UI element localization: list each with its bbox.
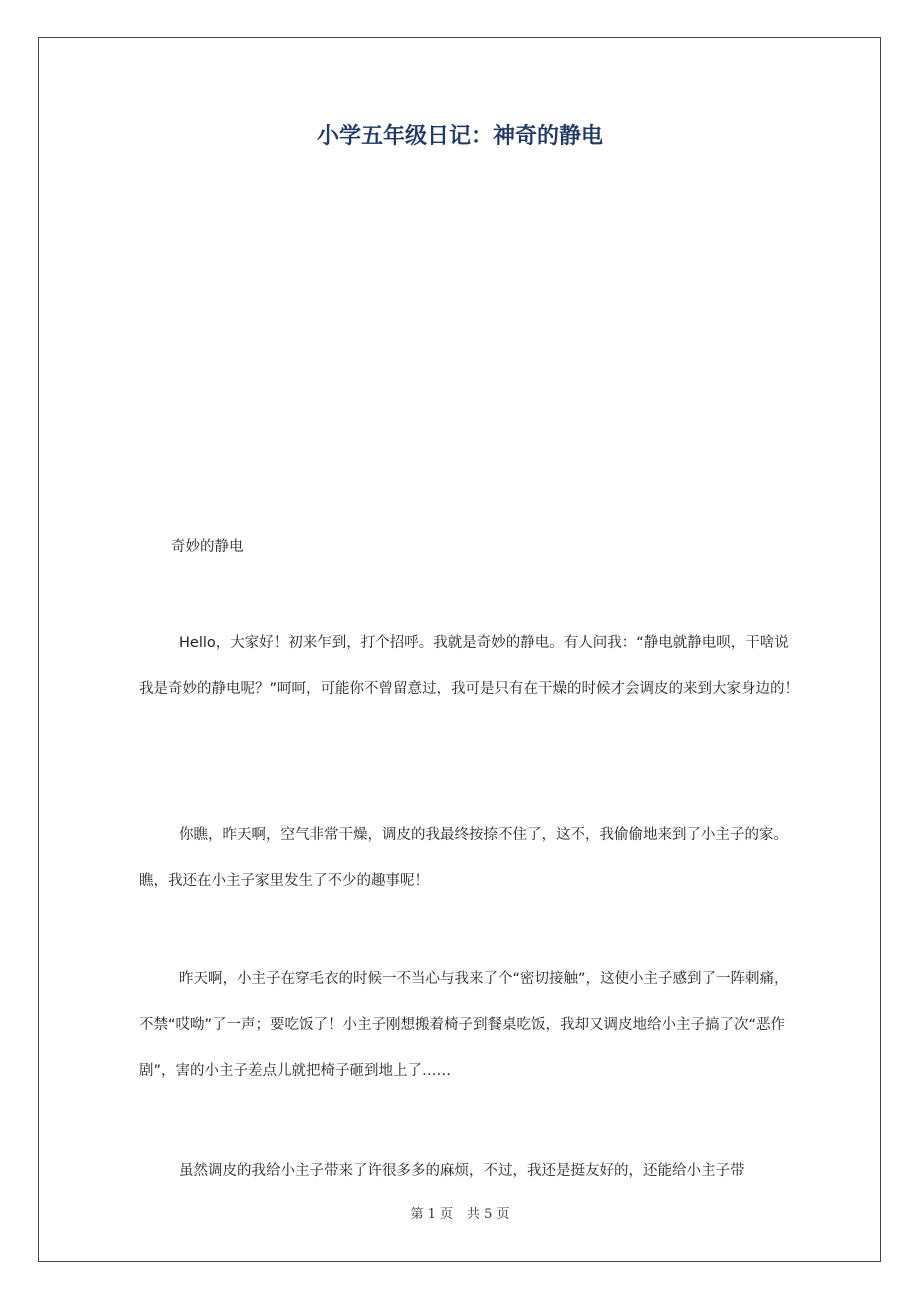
paragraph: 虽然调皮的我给小主子带来了许很多多的麻烦，不过，我还是挺友好的，还能给小主子带 <box>179 1163 745 1179</box>
paragraph: 昨天啊，小主子在穿毛衣的时候一不当心与我来了个“密切接触”，这使小主子感到了一阵刺痛，不禁“哎呦”了一声；要吃饭了！小主子刚想搬着椅子到餐桌吃饭，我却又调皮地给小主子搞了次“恶作剧”，害的小主子差点儿就把椅子砸到地上了…… <box>139 971 789 1079</box>
page-footer <box>0 1205 920 1225</box>
document-subtitle: 奇妙的静电 <box>171 539 244 555</box>
paragraph: 你瞧，昨天啊，空气非常干燥，调皮的我最终按捺不住了，这不，我偷偷地来到了小主子的家。瞧，我还在小主子家里发生了不少的趣事呢！ <box>139 827 788 889</box>
paragraph: Hello，大家好！初来乍到，打个招呼。我就是奇妙的静电。有人问我：“静电就静电呗，干啥说我是奇妙的静电呢？”呵呵，可能你不曾留意过，我可是只有在干燥的时候才会调皮的来到大家身边的！ <box>139 635 800 697</box>
page-number: 第 1 页 <box>410 1207 453 1222</box>
page-total: 共 5 页 <box>467 1207 510 1222</box>
document-title: 小学五年级日记：神奇的静电 <box>316 124 603 149</box>
